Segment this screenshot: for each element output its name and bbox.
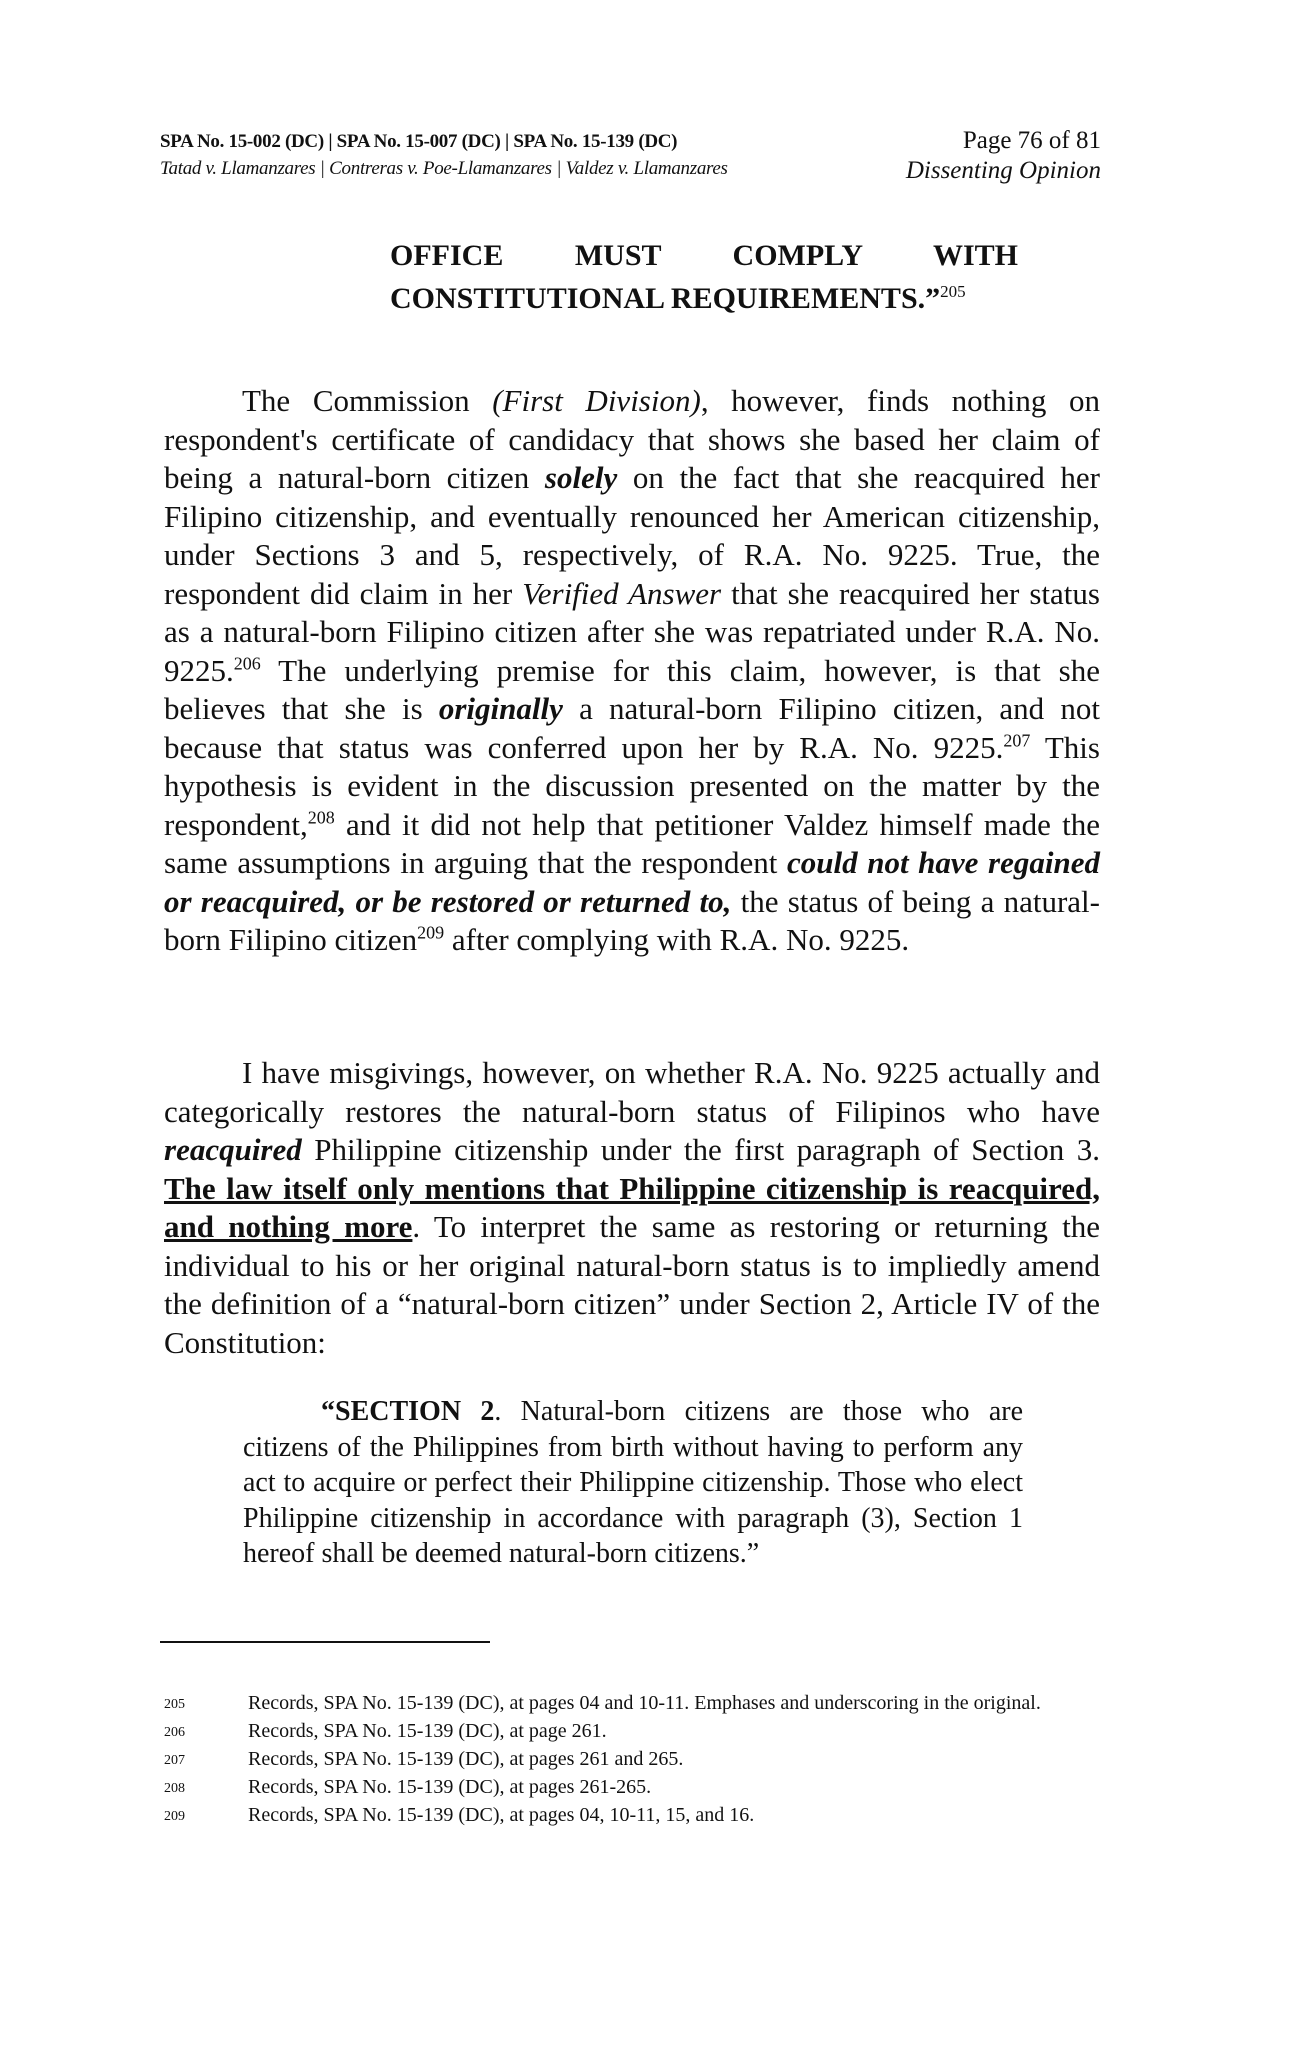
case-numbers: SPA No. 15-002 (DC) | SPA No. 15-007 (DC) | SPA No. 15-139 (DC) [160,131,678,152]
case-titles: Tatad v. Llamanzares | Contreras v. Poe-Llamanzares | Valdez v. Llamanzares [160,158,728,179]
footnote [164,1774,1114,1802]
text-run: I have misgivings, however, on whether R.A. No. 9225 actually and categorically restores the natural-born status of Filipinos who have [164,1055,1100,1129]
footnote [164,1802,1114,1830]
quote-section-label: “SECTION 2 [321,1396,495,1427]
running-header-right [906,126,1101,186]
footnote-text: Records, SPA No. 15-139 (DC), at pages 04 and 10-11. Emphases and underscoring in the original. [248,1692,1041,1714]
footnote-number: 208 [164,1781,185,1796]
footnote-text: Records, SPA No. 15-139 (DC), at pages 261 and 265. [248,1748,684,1770]
body-paragraph-2 [164,1054,1100,1362]
text-run: after complying with R.A. No. 9225. [444,922,910,957]
footnotes [164,1690,1114,1830]
footnote-ref: 207 [1003,730,1031,751]
text-run: , however, finds nothing on respondent's certificate of candidacy that shows she based her claim of being a natural-born citizen [164,383,1100,495]
footnote-text: Records, SPA No. 15-139 (DC), at pages 04, 10-11, 15, and 16. [248,1804,755,1826]
emphasized-text: The law itself only mentions that Philippine citizenship is reacquired, and nothing more [164,1170,1100,1244]
text-run: and it did not help that petitioner Valdez himself made the same assumptions in arguing that the respondent [164,806,1100,880]
emphasized-text: originally [438,691,563,726]
footnote-number: 207 [164,1753,185,1768]
text-run: on the fact that she reacquired her Filipino citizenship, and eventually renounced her American citizenship, under Sections 3 and 5, respectively, of R.A. No. 9225. True, the respondent did claim in her [164,460,1100,611]
text-run: that she reacquired her status as a natural-born Filipino citizen after she was repatriated under R.A. No. 9225. [164,575,1100,688]
text-run: The Commission [242,383,493,418]
footnote-text: Records, SPA No. 15-139 (DC), at pages 261-265. [248,1776,652,1798]
text-run: This hypothesis is evident in the discussion presented on the matter by the respondent, [164,729,1100,842]
footnote-ref: 208 [307,807,335,828]
quote-body: . Natural-born citizens are those who are citizens of the Philippines from birth without having to perform any act to acquire or perfect their Philippine citizenship. Those who elect Philippine citizenship in accordance with paragraph (3), Section 1 hereof shall be deemed natural-born citizens.” [243,1396,1024,1569]
heading-line-2: CONSTITUTIONAL REQUIREMENTS.” [390,282,941,315]
text-run: The underlying premise for this claim, however, is that she believes that she is [164,652,1100,726]
text-run: . To interpret the same as restoring or returning the individual to his or her original natural-born status is to impliedly amend the definition of a “natural-born citizen” under Section 2, Article IV of the Constitution: [164,1209,1100,1360]
emphasized-text: solely [544,460,618,495]
footnote-number: 209 [164,1809,185,1824]
footnote-number: 205 [164,1697,185,1712]
footnote [164,1690,1114,1718]
text-run: Philippine citizenship under the first paragraph of Section 3. [301,1132,1100,1167]
emphasized-text: reacquired [164,1132,302,1167]
footnote-ref: 206 [233,653,261,674]
constitution-quote [243,1394,1023,1572]
footnote-ref: 209 [417,922,445,943]
emphasized-text: (First Division) [492,383,701,418]
page-number: Page 76 of 81 [962,127,1101,154]
quoted-heading [390,238,1018,317]
opinion-type: Dissenting Opinion [905,157,1101,184]
footnote-divider [160,1641,490,1643]
body-paragraph-1 [164,382,1100,960]
footnote [164,1718,1114,1746]
footnote [164,1746,1114,1774]
text-run: a natural-born Filipino citizen, and not because that status was conferred upon her by R.A. No. 9225. [164,691,1100,765]
heading-line-1: OFFICE MUST COMPLY WITH [390,239,1018,272]
text-run: the status of being a natural-born Filipino citizen [164,883,1100,957]
emphasized-text: Verified Answer [522,575,722,611]
footnote-number: 206 [164,1725,185,1740]
running-header-left [160,128,728,182]
footnote-text: Records, SPA No. 15-139 (DC), at page 261. [248,1720,607,1742]
footnote-ref: 205 [940,282,966,301]
emphasized-text: could not have regained or reacquired, or be restored or returned to, [164,845,1100,919]
